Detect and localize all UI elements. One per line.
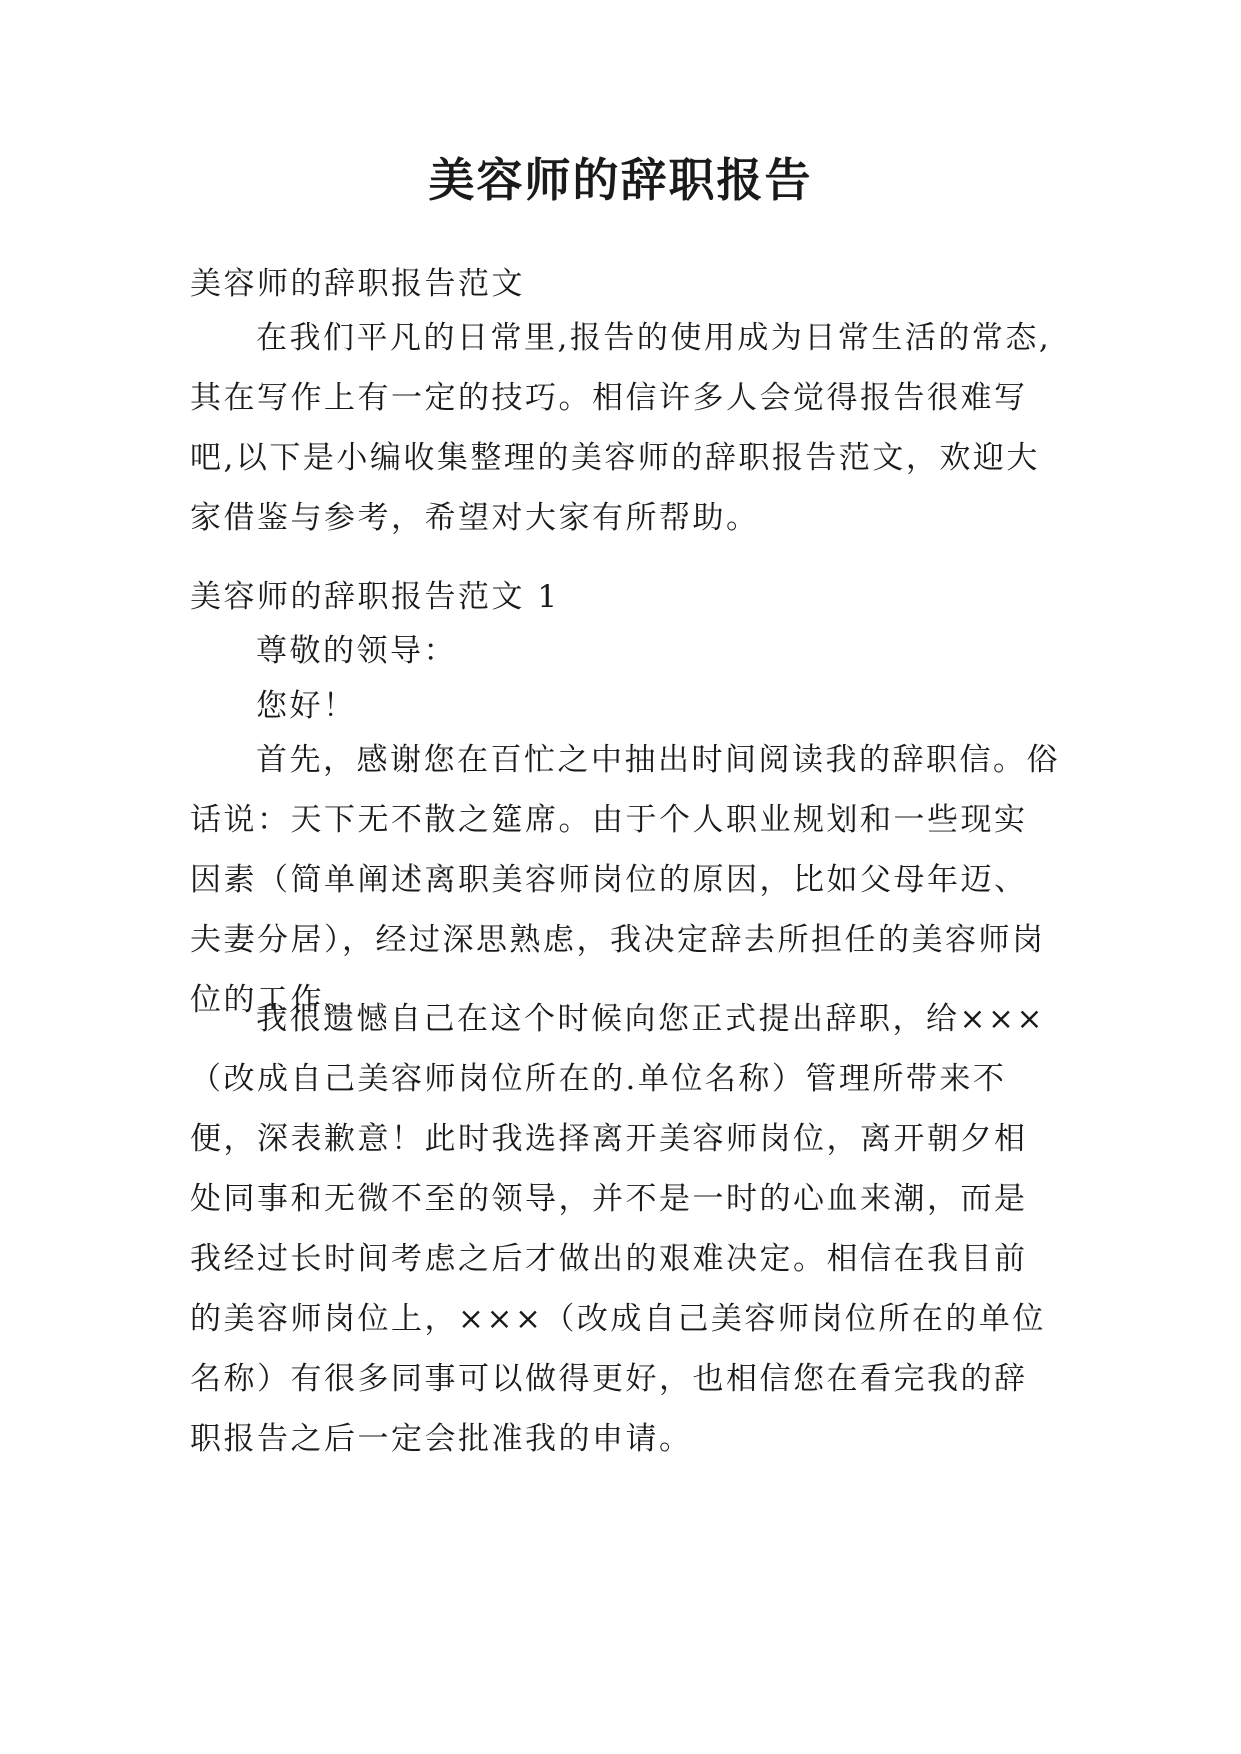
section-heading: 美容师的辞职报告范文 1	[190, 579, 560, 615]
letter-paragraph-1: 首先，感谢您在百忙之中抽出时间阅读我的辞职信。俗话说：天下无不散之筵席。由于个人职业规划和一些现实因素（简单阐述离职美容师岗位的原因，比如父母年迈、夫妻分居），经过深思熟虑，我决定辞去所担任的美容师岗位的工作。	[190, 742, 1060, 1018]
document-subtitle: 美容师的辞职报告范文	[190, 266, 525, 302]
salutation: 尊敬的领导：	[256, 633, 457, 669]
letter-paragraph-2: 我很遗憾自己在这个时候向您正式提出辞职，给×××（改成自己美容师岗位所在的.单位名称）管理所带来不便，深表歉意！此时我选择离开美容师岗位，离开朝夕相处同事和无微不至的领导，并不是一时的心血来潮，而是我经过长时间考虑之后才做出的艰难决定。相信在我目前的美容师岗位上，×××（改成自己美容师岗位所在的单位名称）有很多同事可以做得更好，也相信您在看完我的辞职报告之后一定会批准我的申请。	[190, 1001, 1046, 1457]
document-title: 美容师的辞职报告	[428, 153, 813, 207]
intro-paragraph: 在我们平凡的日常里,报告的使用成为日常生活的常态,其在写作上有一定的技巧。相信许多人会觉得报告很难写吧,以下是小编收集整理的美容师的辞职报告范文，欢迎大家借鉴与参考，希望对大家有所帮助。	[190, 320, 1052, 536]
greeting: 您好！	[256, 688, 357, 724]
